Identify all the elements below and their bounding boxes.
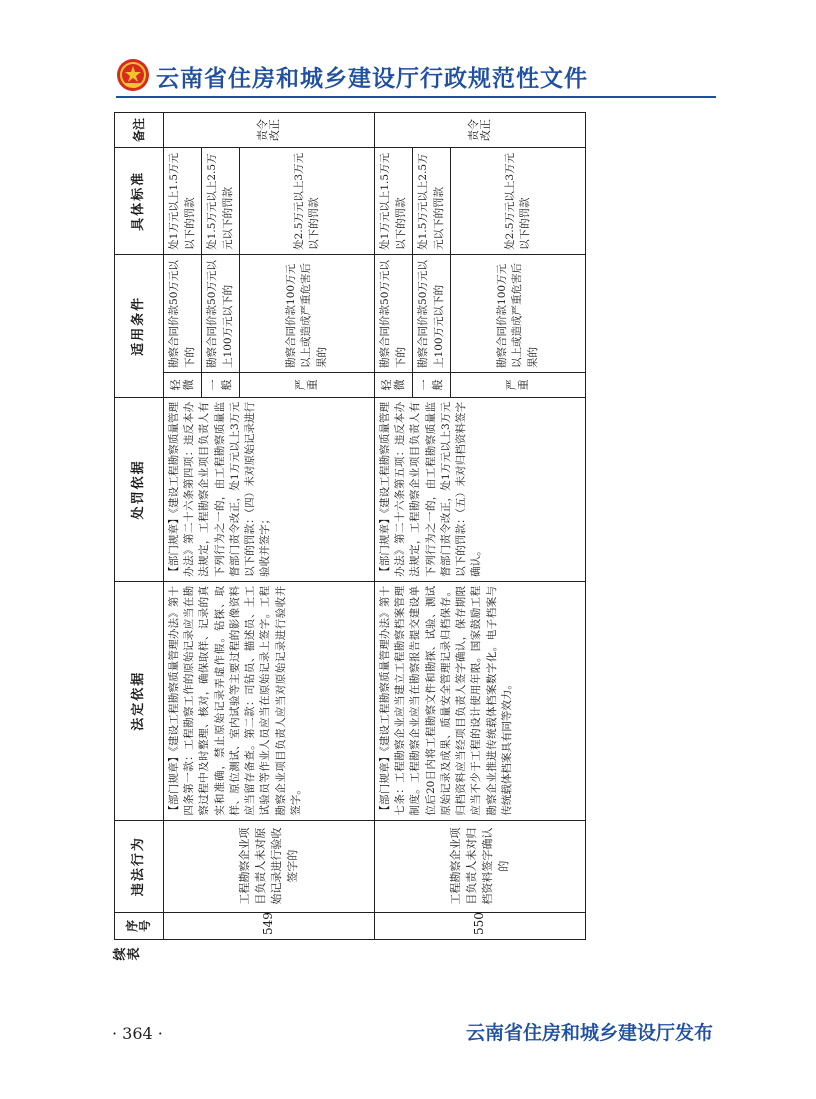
grade-condition: 勘察合同价款100万元以上或造成严重危害后果的 (240, 254, 375, 372)
row-penalty: 【部门规章】《建设工程勘察质量管理办法》第二十六条第四项：违反本办法规定，工程勘察企业项目负责人有下列行为之一的，由工程勘察质量监督部门责令改正，处1万元以上3万元以下的罚款：（四）未对原始记录进行验收并签字； (164, 397, 375, 581)
row-note: 责令改正 (375, 113, 586, 148)
grade-level: 一般 (202, 372, 240, 397)
row-seq: 550 (375, 912, 586, 939)
header-divider (116, 96, 716, 98)
grade-condition: 勘察合同价款50万元以下的 (375, 254, 413, 372)
table-row (375, 113, 413, 940)
row-act: 工程勘察企业项目负责人未对原始记录进行验收签字的 (164, 820, 375, 912)
page-number: · 364 · (112, 1024, 163, 1043)
header-seq: 序号 (115, 912, 164, 939)
penalty-table (114, 112, 586, 940)
row-seq: 549 (164, 912, 375, 939)
grade-level: 严重 (240, 372, 375, 397)
grade-standard: 处1万元以上1.5万元以下的罚款 (164, 147, 202, 254)
grade-condition: 勘察合同价款50万元以下的 (164, 254, 202, 372)
row-law: 【部门规章】《建设工程勘察质量管理办法》第十七条：工程勘察企业应当建立工程勘察档案管理制度。工程勘察企业应当在勘察报告提交建设单位后20日内将工程勘察文件和勘探、试验、测试原始记录及成果、质量安全管理记录归档保存。归档资料应当经项目负责人签字确认，保存期限应当不少于工程的设计使用年限。国家鼓励工程勘察企业推进传统载体档案数字化。电子档案与传统载体档案具有同等效力。 (375, 581, 586, 820)
header-condition: 适用条件 (115, 254, 164, 397)
grade-standard: 处2.5万元以上3万元以下的罚款 (240, 147, 375, 254)
publisher-label: 云南省住房和城乡建设厅发布 (466, 1022, 714, 1044)
row-penalty: 【部门规章】《建设工程勘察质量管理办法》第二十六条第五项：违反本办法规定，工程勘察企业项目负责人有下列行为之一的，由工程勘察质量监督部门责令改正，处1万元以上3万元以下的罚款：（五）未对归档资料签字确认。 (375, 397, 586, 581)
grade-level: 严重 (451, 372, 586, 397)
national-emblem-icon (116, 58, 150, 92)
grade-level: 轻微 (164, 372, 202, 397)
header-standard: 具体标准 (115, 147, 164, 254)
grade-standard: 处1.5万元以上2.5万元以下的罚款 (202, 147, 240, 254)
page-header (116, 56, 716, 96)
grade-standard: 处1.5万元以上2.5万元以下的罚款 (413, 147, 451, 254)
table-row (164, 113, 202, 940)
table-header-row (115, 113, 164, 940)
header-note: 备注 (115, 113, 164, 148)
document-series-title: 云南省住房和城乡建设厅行政规范性文件 (156, 66, 588, 92)
grade-level: 轻微 (375, 372, 413, 397)
row-law: 【部门规章】《建设工程勘察质量管理办法》第十四条第一款：工程勘察工作的原始记录应当在勘察过程中及时整理、核对，确保取样、记录的真实和准确，禁止原始记录弄虚作假。钻探、取样、原位测试、室内试验等主要过程的影像资料应当留存备查。第二款：司钻员、描述员、土工试验员等作业人员应当在原始记录上签字。工程勘察企业项目负责人应当对原始记录进行验收并签字。 (164, 581, 375, 820)
row-note: 责令改正 (164, 113, 375, 148)
header-act: 违法行为 (115, 820, 164, 912)
row-act: 工程勘察企业项目负责人未对归档资料签字确认的 (375, 820, 586, 912)
grade-condition: 勘察合同价款50万元以上100万元以下的 (202, 254, 240, 372)
grade-standard: 处2.5万元以上3万元以下的罚款 (451, 147, 586, 254)
grade-condition: 勘察合同价款50万元以上100万元以下的 (413, 254, 451, 372)
continued-label: 续表 (113, 947, 142, 961)
grade-level: 一般 (413, 372, 451, 397)
rotated-table-region (114, 112, 586, 966)
header-law: 法定依据 (115, 581, 164, 820)
header-penalty: 处罚依据 (115, 397, 164, 581)
grade-condition: 勘察合同价款100万元以上或造成严重危害后果的 (451, 254, 586, 372)
grade-standard: 处1万元以上1.5万元以下的罚款 (375, 147, 413, 254)
